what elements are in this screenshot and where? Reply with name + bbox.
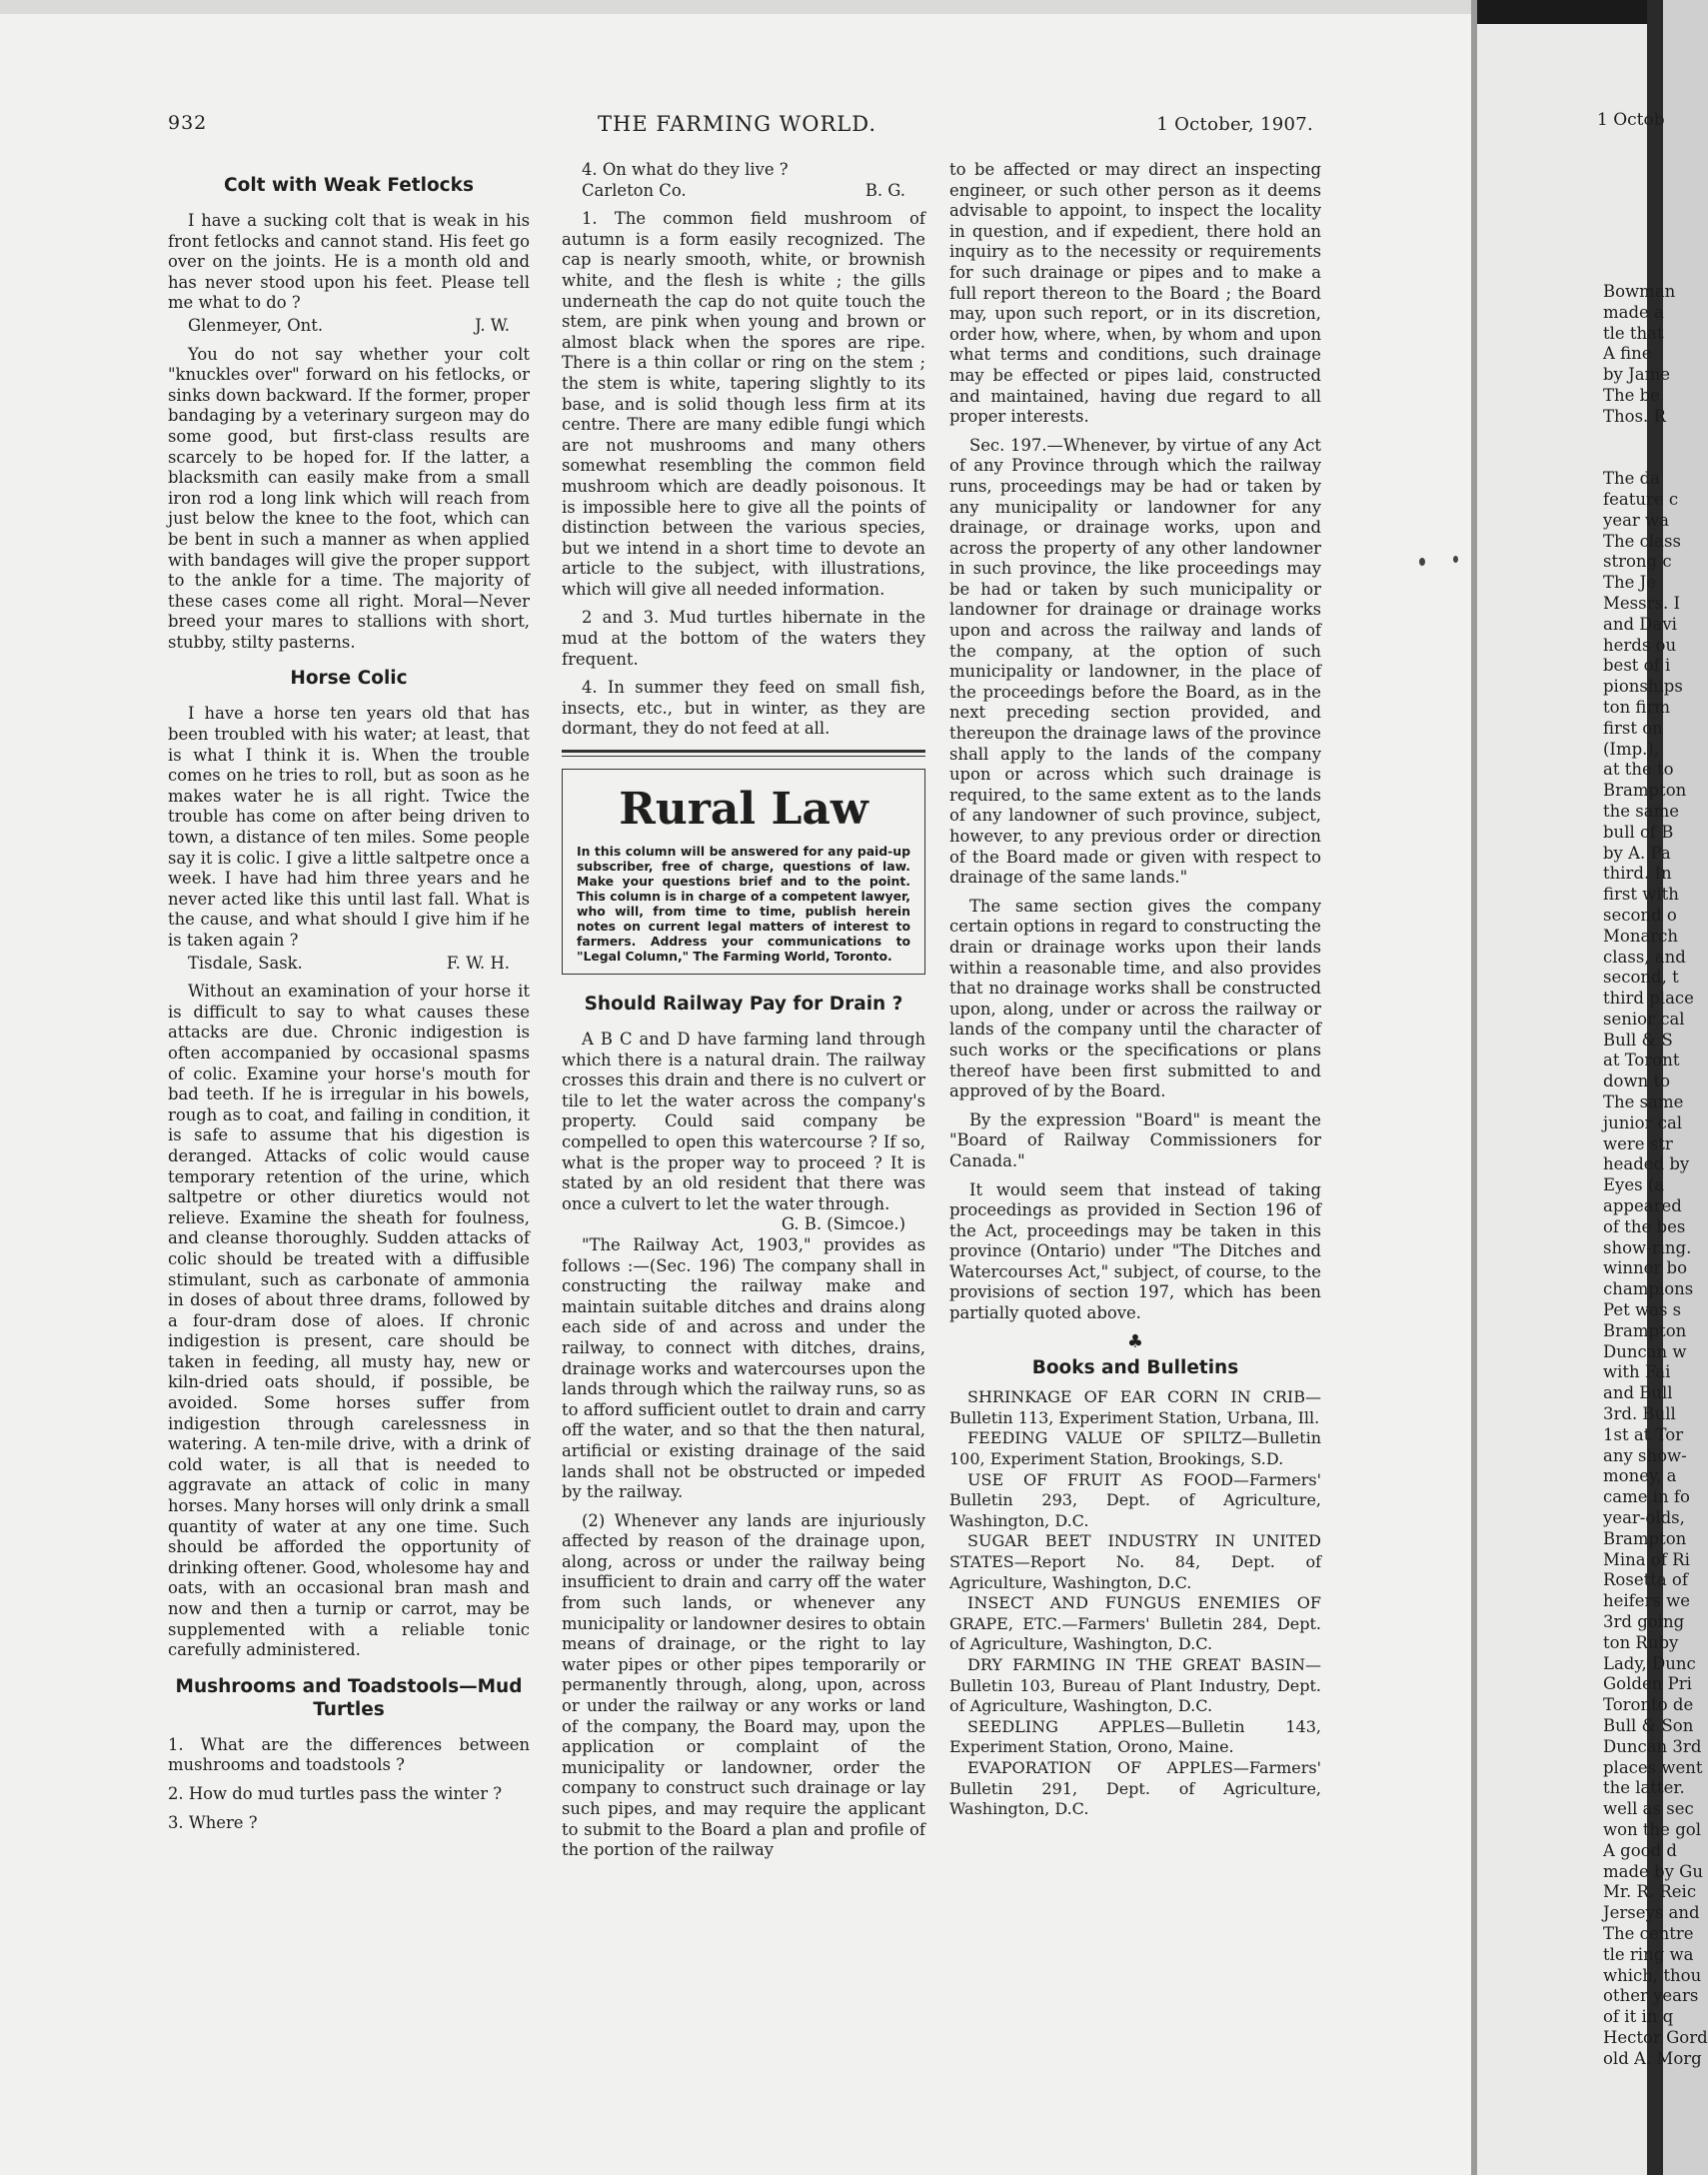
adjacent-page-line: Pet was s <box>1603 1300 1682 1320</box>
article-heading-mushrooms: Mushrooms and Toadstools—Mud Turtles <box>175 1675 523 1720</box>
colt-signature <box>168 316 530 337</box>
mushroom-sig-name: B. G. <box>864 180 905 200</box>
drain-continued-5: It would seem that instead of taking proceedings as provided in Section 196 of the Act, proceedings may be taken in this province (Ontario) under "The Ditches and Watercourses Act," subject, of course, to the provisions of section 197, which has been partially quoted above. <box>949 1179 1321 1323</box>
adjacent-page-line: The same <box>1603 1092 1684 1112</box>
drain-question: A B C and D have farming land through which there is a natural drain. The railway crosses this drain and there is no culvert or tile to let the water across the company's property. Could said company be compelled to open this watercourse ? If so, what is the proper way to proceed ? It is stated by an old resident that there was once a culvert to let the water through. <box>562 1030 925 1213</box>
adjacent-page-line: Thos. R <box>1603 406 1666 426</box>
adjacent-page-line: well as sec <box>1603 1799 1694 1819</box>
adjacent-page-line: 3rd going <box>1603 1612 1685 1631</box>
adjacent-page-header: 1 Octob <box>1597 110 1665 130</box>
adjacent-page-line: were str <box>1603 1133 1673 1153</box>
adjacent-page-line: The Je <box>1603 573 1657 593</box>
adjacent-page-line: heifers we <box>1603 1591 1691 1611</box>
adjacent-page-line: Monarch <box>1603 926 1679 946</box>
adjacent-page-line: feature c <box>1603 489 1679 509</box>
section-divider <box>562 750 925 757</box>
article-heading-drain: Should Railway Pay for Drain ? <box>584 994 903 1016</box>
adjacent-page-line: Bowman <box>1603 282 1676 301</box>
adjacent-page-line: class, and <box>1603 947 1686 967</box>
bulletin-list <box>949 1387 1321 1819</box>
adjacent-page-line: bull of B <box>1603 822 1674 842</box>
column-left <box>168 160 530 1841</box>
adjacent-page-line: by A. Pa <box>1603 843 1671 863</box>
bulletin-item: USE OF FRUIT AS FOOD—Farmers' Bulletin 293, Dept. of Agriculture, Washington, D.C. <box>949 1469 1321 1530</box>
mushroom-question-3: 3. Where ? <box>168 1812 258 1832</box>
drain-continued-1: to be affected or may direct an inspecting engineer, or such other person as it deems advisable to appoint, to inspect the locality in question, and if expedient, there hold an inquiry as to the necessity or requirements for such drainage or pipes and to make a full report thereon to the Board ; the Board may, upon such report, or in its discretion, order how, where, when, by whom and upon what terms and conditions, such drainage may be effected or pipes laid, constructed and maintained, having due regard to all proper interests. <box>949 160 1321 427</box>
drain-continued-4: By the expression "Board" is meant the "Board of Railway Commissioners for Canada." <box>949 1109 1321 1170</box>
adjacent-page-line: tle that <box>1603 323 1664 343</box>
mushroom-answer-4: 4. In summer they feed on small fish, insects, etc., but in winter, as they are dormant, they do not feed at all. <box>562 678 925 739</box>
bulletin-item: FEEDING VALUE OF SPILTZ—Bulletin 100, Experiment Station, Brookings, S.D. <box>949 1428 1321 1469</box>
adjacent-page-line: which, thou <box>1603 1965 1702 1985</box>
adjacent-page-line: ton Ruby <box>1603 1632 1679 1652</box>
adjacent-page-line: second, t <box>1603 968 1679 988</box>
adjacent-page-line: first with <box>1603 885 1679 905</box>
adjacent-page-fragment <box>1477 0 1708 2175</box>
article-heading-colt: Colt with Weak Fetlocks <box>224 175 474 196</box>
adjacent-page-line: with Fai <box>1603 1362 1671 1382</box>
rural-law-blurb: In this column will be answered for any paid-up subscriber, free of charge, questions of law. Make your questions brief and to the point. This column is in charge of a competent lawyer, who will, from time to time, publish herein notes on current legal matters of interest to farmers. Address your communications to "Legal Column," The Farming World, Toronto. <box>577 844 910 965</box>
page-number: 932 <box>168 112 208 134</box>
column-right <box>949 160 1321 1820</box>
mushroom-signature <box>562 181 925 202</box>
adjacent-page-line: The be <box>1603 385 1660 405</box>
adjacent-page-line: Golden Pri <box>1603 1674 1692 1694</box>
adjacent-page-line: and Bull <box>1603 1383 1673 1403</box>
adjacent-page-line: 3rd. Bull <box>1603 1404 1676 1424</box>
adjacent-page-line: Brampton <box>1603 1528 1687 1548</box>
drain-section-197: Sec. 197.—Whenever, by virtue of any Act of any Province through which the railway runs, proceedings may be had or taken by any municipality or landowner for any drainage, or drainage works, upon and across the property of any other landowner in such province, the like proceedings may be had or taken by such municipality or landowner for drainage or drainage works upon and across the railway and lands of the company, at the option of such municipality or landowner, in the place of the proceedings before the Board, as in the next preceding section provided, and thereupon the drainage laws of the province shall apply to the lands of the company upon or across which such drainage is required, to the same extent as to the lands of any landowner of such province, subject, however, to any previous order or direction of the Board made or given with respect to drainage of the same lands." <box>949 435 1321 888</box>
adjacent-page-line: Brampton <box>1603 1320 1687 1340</box>
adjacent-page-line: of it in q <box>1603 2007 1674 2027</box>
bulletin-item: DRY FARMING IN THE GREAT BASIN—Bulletin 103, Bureau of Plant Industry, Dept. of Agriculture, Washington, D.C. <box>949 1654 1321 1716</box>
adjacent-page-line: champions <box>1603 1279 1694 1299</box>
colic-sig-place: Tisdale, Sask. <box>188 953 303 973</box>
mushroom-question-4: 4. On what do they live ? <box>582 160 789 179</box>
adjacent-page-line: came in fo <box>1603 1487 1690 1507</box>
adjacent-page-line: Bull & Son <box>1603 1715 1694 1735</box>
adjacent-page-line: The da <box>1603 469 1661 489</box>
adjacent-page-line: Bull & S <box>1603 1030 1673 1050</box>
adjacent-page-line: Hector Gord <box>1603 2027 1708 2047</box>
adjacent-page-line: other years <box>1603 1986 1699 2006</box>
adjacent-page-line: the latter. <box>1603 1778 1685 1798</box>
colic-question: I have a horse ten years old that has been troubled with his water; at least, that is what I think it is. When the trouble comes on he tries to roll, but as soon as he makes water he is all right. Twice the trouble has come on after being driven to town, a distance of ten miles. Some people say it is colic. I give a little saltpetre once a week. I have had him three years and he never acted like this until last fall. What is the cause, and what should I give him if he is taken again ? <box>168 704 530 950</box>
adjacent-page-line: strong c <box>1603 552 1672 572</box>
adjacent-page-line: year wa <box>1603 510 1670 530</box>
colic-answer: Without an examination of your horse it is difficult to say to what causes these attacks are due. Chronic indigestion is often accompanied by occasional spasms of colic. Examine your horse's mouth for bad teeth. If he is irregular in his bowels, rough as to coat, and failing in condition, it is safe to assume that his digestion is deranged. Attacks of colic would cause temporary retention of the urine, which saltpetre or other diuretics would not relieve. Examine the sheath for foulness, and cleanse thoroughly. Sudden attacks of colic should be treated with a diffusible stimulant, such as carbonate of ammonia in doses of about three drams, followed by a four-dram dose of aloes. If chronic indigestion is present, care should be taken in feeding, all musty hay, new or kiln-dried oats should, if possible, be avoided. Some horses suffer from indigestion through carelessness in watering. A ten-mile drive, with a drink of cold water, is all that is needed to aggravate an attack of colic in many horses. Many horses will only drink a small quantity of water at any one time. Such should be afforded the opportunity of drinking oftener. Good, wholesome hay and oats, with an occasional bran mash and now and then a turnip or carrot, may be supplemented with a reliable tonic carefully administered. <box>168 982 530 1660</box>
adjacent-page-line: junior cal <box>1603 1112 1683 1132</box>
adjacent-page-line: Eyes (a <box>1603 1175 1665 1195</box>
adjacent-page-line: won the gol <box>1603 1819 1701 1839</box>
mushroom-question-1: 1. What are the differences between mushrooms and toadstools ? <box>168 1734 530 1775</box>
adjacent-page-line: 1st at Tor <box>1603 1424 1684 1444</box>
bulletin-item: SHRINKAGE OF EAR CORN IN CRIB—Bulletin 113, Experiment Station, Urbana, Ill. <box>949 1387 1321 1427</box>
adjacent-page-line: made a <box>1603 302 1664 322</box>
adjacent-page-line: pionships <box>1603 677 1683 697</box>
adjacent-page-line: senior cal <box>1603 1009 1685 1029</box>
adjacent-page-line: best of i <box>1603 656 1671 676</box>
drain-continued-3: The same section gives the company certain options in regard to constructing the drain or drainage works upon their lands within a reasonable time, and also provides that no drainage works shall be constructed upon, along, under or across the railway or lands of the company until the character of such works or the specifications or plans thereof have been first submitted to and approved of by the Board. <box>949 896 1321 1101</box>
adjacent-page-line: The centre <box>1603 1923 1694 1943</box>
article-heading-books: Books and Bulletins <box>1031 1357 1239 1379</box>
mushroom-answer-2: 2 and 3. Mud turtles hibernate in the mud at the bottom of the waters they frequent. <box>562 608 925 669</box>
mushroom-answer-1: 1. The common field mushroom of autumn is a form easily recognized. The cap is nearly smooth, white, or brownish white, and the flesh is white ; the gills underneath the cap do not quite touch the stem, are pink when young and brown or almost black when the spores are ripe. There is a thin collar or ring on the stem ; the stem is white, tapering slightly to its base, and is solid though less firm at its centre. There are many edible fungi which are not mushrooms and many others somewhat resembling the common field mushroom which are deadly poisonous. It is impossible here to give all the points of distinction between the various species, but we intend in a short time to devote an article to the subject, with illustrations, which will give all needed information. <box>562 209 925 599</box>
issue-date: 1 October, 1907. <box>1156 114 1313 135</box>
article-heading-colic: Horse Colic <box>290 668 408 690</box>
rural-law-title: Rural Law <box>619 784 868 836</box>
scan-top-border <box>0 0 1471 14</box>
scan-speck <box>1453 556 1458 563</box>
rural-law-box <box>562 769 925 975</box>
adjacent-page-line: places went <box>1603 1757 1703 1777</box>
drain-sig: G. B. (Simcoe.) <box>781 1214 905 1234</box>
bulletin-item: SEEDLING APPLES—Bulletin 143, Experiment Station, Orono, Maine. <box>949 1716 1321 1757</box>
adjacent-page-line: (Imp.), <box>1603 739 1660 759</box>
colt-answer: You do not say whether your colt "knuckles over" forward on his fetlocks, or sinks down backward. If the former, proper bandaging by a veterinary surgeon may do some good, but first-class results are scarcely to be hoped for. If the latter, a blacksmith can easily make from a small iron rod a long link which will reach from just below the knee to the foot, which can be bent in such a manner as when applied with bandages will give the proper support to the ankle for a time. The majority of these cases come all right. Moral—Never breed your mares to stallions with short, stubby, stilty pasterns. <box>168 344 530 652</box>
adjacent-page-line: ton firm <box>1603 697 1670 717</box>
adjacent-page-line: Mina of Ri <box>1603 1549 1690 1569</box>
adjacent-page-line: down to <box>1603 1072 1671 1091</box>
colt-question: I have a sucking colt that is weak in his front fetlocks and cannot stand. His feet go over on the joints. He is a month old and has never stood upon his feet. Please tell me what to do ? <box>168 211 530 313</box>
adjacent-page-line: Brampton <box>1603 781 1687 801</box>
adjacent-page-top-border <box>1477 0 1663 24</box>
drain-answer-1: "The Railway Act, 1903," provides as follows :—(Sec. 196) The company shall in constructing the railway make and maintain suitable ditches and drains along each side of and across and under the railway, to connect with ditches, drains, drainage works and watercourses upon the lands through which the railway runs, so as to afford sufficient outlet to drain and carry off the water, and so that the then natural, artificial or existing drainage of the said lands shall not be obstructed or impeded by the railway. <box>562 1234 925 1502</box>
adjacent-page-line: Mr. R. Reic <box>1603 1882 1697 1902</box>
adjacent-page-line: A fine <box>1603 344 1652 364</box>
colt-sig-name: J. W. <box>475 315 510 335</box>
adjacent-page-line: winner bo <box>1603 1258 1688 1278</box>
colt-sig-place: Glenmeyer, Ont. <box>188 315 324 335</box>
colic-sig-name: F. W. H. <box>446 953 510 973</box>
adjacent-page-line: third. In <box>1603 864 1672 884</box>
adjacent-page-line: Messrs. I <box>1603 593 1680 613</box>
adjacent-page-line: Jerseys and <box>1603 1903 1700 1923</box>
adjacent-page-line: herds ou <box>1603 635 1677 655</box>
adjacent-page-line: the same <box>1603 801 1679 821</box>
adjacent-page-line: second o <box>1603 905 1677 925</box>
adjacent-page-line: old A. Morg <box>1603 2048 1702 2068</box>
adjacent-page-line: third place <box>1603 989 1694 1009</box>
column-middle <box>562 160 925 1869</box>
adjacent-page-line: Duncan 3rd <box>1603 1736 1702 1756</box>
adjacent-page-line: show-ring. <box>1603 1237 1692 1257</box>
adjacent-page-line: any show- <box>1603 1445 1687 1465</box>
adjacent-page-line: at the to <box>1603 760 1674 780</box>
mushroom-sig-place: Carleton Co. <box>582 180 687 200</box>
adjacent-page-line: tle ring wa <box>1603 1944 1694 1964</box>
adjacent-page-line: Toronto de <box>1603 1695 1694 1715</box>
adjacent-page-line: Lady, Dunc <box>1603 1653 1696 1673</box>
adjacent-page-line: at Toront <box>1603 1051 1680 1071</box>
adjacent-page-line: headed by <box>1603 1154 1690 1174</box>
adjacent-page-text <box>1603 282 1708 2070</box>
page-header <box>168 112 1313 142</box>
mushroom-question-2: 2. How do mud turtles pass the winter ? <box>168 1783 503 1803</box>
scan-speck <box>1419 558 1425 566</box>
adjacent-page-line: by Jame <box>1603 365 1670 385</box>
adjacent-page-line: Rosetta of <box>1603 1570 1688 1590</box>
adjacent-page-line: and Davi <box>1603 614 1677 634</box>
drain-signature <box>562 1214 925 1235</box>
adjacent-page-line: year-olds, <box>1603 1508 1685 1528</box>
adjacent-page-line: money, a <box>1603 1466 1677 1486</box>
adjacent-page-line: of the bes <box>1603 1216 1686 1236</box>
adjacent-page-line <box>1603 448 1663 469</box>
adjacent-page-line: first on <box>1603 718 1663 738</box>
ornament-icon: ♣ <box>1126 1330 1144 1352</box>
colic-signature <box>168 954 530 975</box>
adjacent-page-line: appeared <box>1603 1196 1682 1216</box>
drain-answer-2: (2) Whenever any lands are injuriously affected by reason of the drainage upon, along, across or under the railway being insufficient to drain and carry off the water from such lands, or whenever any municipality or landowner desires to obtain means of drainage, or the right to lay water pipes or other pipes temporarily or permanently through, along, upon, across or under the railway or any works or land of the company, the Board may, upon the application or complaint of the municipality or landowner, order the company to construct such drainage or lay such pipes, and may require the applicant to submit to the Board a plan and profile of the portion of the railway <box>562 1510 925 1860</box>
publication-title: THE FARMING WORLD. <box>598 112 876 136</box>
adjacent-page-line: Duncan w <box>1603 1341 1687 1361</box>
adjacent-page-line <box>1603 428 1663 449</box>
adjacent-page-line: The class <box>1603 531 1681 551</box>
adjacent-page-line: made by Gu <box>1603 1861 1703 1881</box>
bulletin-item: EVAPORATION OF APPLES—Farmers' Bulletin 291, Dept. of Agriculture, Washington, D.C. <box>949 1757 1321 1819</box>
adjacent-page-line: A good d <box>1603 1840 1677 1860</box>
bulletin-item: SUGAR BEET INDUSTRY IN UNITED STATES—Report No. 84, Dept. of Agriculture, Washington, D.C. <box>949 1531 1321 1592</box>
bulletin-item: INSECT AND FUNGUS ENEMIES OF GRAPE, ETC.—Farmers' Bulletin 284, Dept. of Agriculture, Washington, D.C. <box>949 1593 1321 1654</box>
